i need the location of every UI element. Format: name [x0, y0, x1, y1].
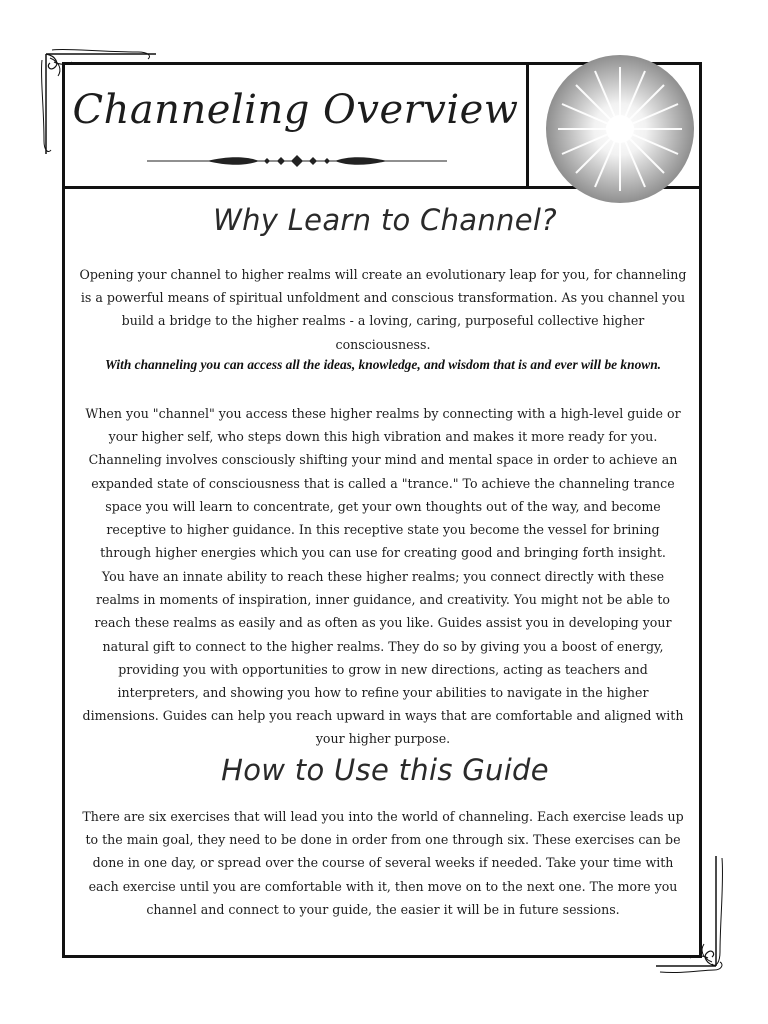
page-frame	[62, 62, 702, 958]
guide-paragraph: There are six exercises that will lead you into the world of channeling. Each exercise leads up to the main goal, they need to be done in order from one through six. These exercises can be done in one day, or spread over the course of several weeks if needed. Take your time with each exercise until you are comfortable with it, then move on to the next one. The more you channel and connect to your guide, the easier it will be in future sessions.	[82, 809, 684, 917]
section-heading-how-to-use: How to Use this Guide	[221, 753, 549, 787]
intro-paragraph: Opening your channel to higher realms will create an evolutionary leap for you, for channeling is a powerful means of spiritual unfoldment and conscious transformation. As you channel you build a bridge to the higher realms - a loving, caring, purposeful collective higher consciousness.	[79, 267, 687, 352]
body-paragraph-1: When you "channel" you access these higher realms by connecting with a high-level guide or your higher self, who steps down this high vibration and makes it more ready for you. Channeling involves consciously shifting your mind and mental space in order to achieve an expanded state of consciousness that is called a "trance." To achieve the channeling trance space you will learn to concentrate, get your own thoughts out of the way, and become receptive to higher guidance. In this receptive state you become the vessel for brining through higher energies which you can use for creating good and bringing forth insight.	[85, 406, 681, 561]
body-paragraph-2: You have an innate ability to reach these higher realms; you connect directly with these realms in moments of inspiration, inner guidance, and creativity. You might not be able to reach these realms as easily and as often as you like. Guides assist you in developing your natural gift to connect to the higher realms. They do so by giving you a boost of energy, providing you with opportunities to grow in new directions, acting as teachers and interpreters, and showing you how to refine your abilities to navigate in the higher dimensions. Guides can help you reach upward in ways that are comfortable and aligned with your higher purpose.	[82, 569, 684, 747]
starburst-icon	[540, 49, 700, 209]
emphasis-line: With channeling you can access all the ideas, knowledge, and wisdom that is and ever will be known.	[104, 357, 661, 372]
section-heading-why-channel: Why Learn to Channel?	[213, 203, 557, 237]
page-title: Channeling Overview	[72, 87, 519, 133]
header-divider	[526, 65, 529, 186]
ornament-divider-icon	[147, 153, 447, 169]
header-row	[65, 65, 699, 189]
